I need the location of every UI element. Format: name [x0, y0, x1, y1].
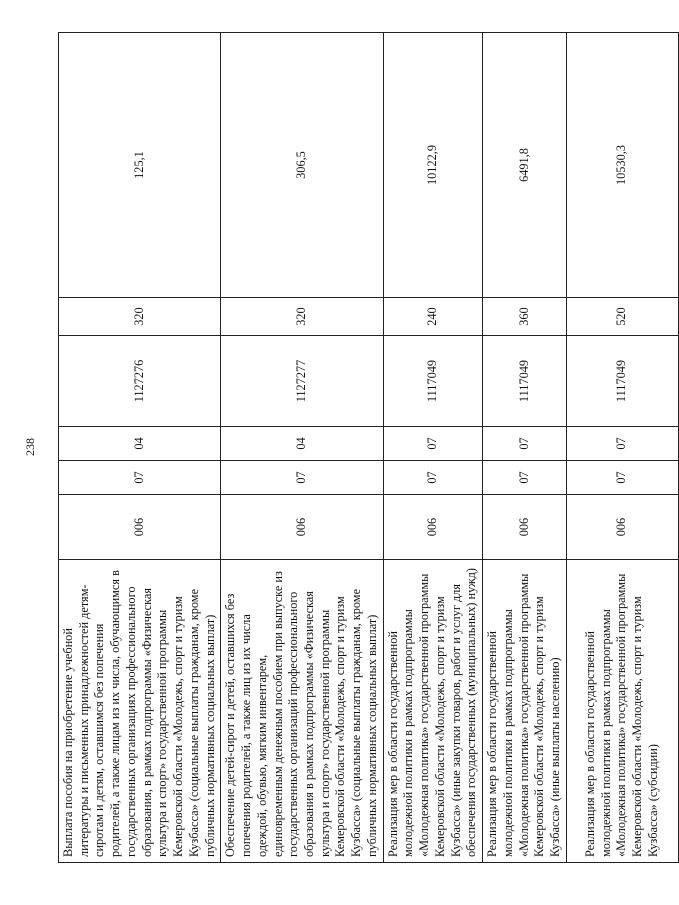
budget-table [58, 32, 679, 863]
subsection-code: 07 [383, 427, 482, 461]
expense-description: Реализация мер в области государственной молодежной политики в рамках подпрограммы «Молодежная политика» государственной программы Кемеровской области «Молодежь, спорт и туризм Кузбасса» (субсидии) [566, 560, 678, 863]
subsection-code: 04 [59, 427, 221, 461]
section-code: 07 [221, 461, 383, 495]
section-code: 07 [383, 461, 482, 495]
subsection-code: 07 [483, 427, 567, 461]
rotated-page-content [58, 33, 660, 863]
target-article-code: 1127276 [59, 336, 221, 427]
ministry-code: 006 [566, 495, 678, 560]
table-row [383, 33, 482, 863]
amount-value: 10530,3 [566, 33, 678, 298]
section-code: 07 [59, 461, 221, 495]
expense-description: Реализация мер в области государственной молодежной политики в рамках подпрограммы «Молодежная политика» государственной программы Кемеровской области «Молодежь, спорт и туризм Кузбасса» (иные закупки товаров, работ и услуг для обеспечения государственных (муниципальных) нужд) [383, 560, 482, 863]
subsection-code: 07 [566, 427, 678, 461]
section-code: 07 [566, 461, 678, 495]
ministry-code: 006 [383, 495, 482, 560]
expense-description: Реализация мер в области государственной молодежной политики в рамках подпрограммы «Молодежная политика» государственной программы Кемеровской области «Молодежь, спорт и туризм Кузбасса» (иные выплаты населению) [483, 560, 567, 863]
expense-type-code: 320 [59, 298, 221, 336]
expense-type-code: 360 [483, 298, 567, 336]
amount-value: 6491,8 [483, 33, 567, 298]
amount-value: 306,5 [221, 33, 383, 298]
subsection-code: 04 [221, 427, 383, 461]
target-article-code: 1127277 [221, 336, 383, 427]
table-row [483, 33, 567, 863]
expense-type-code: 520 [566, 298, 678, 336]
amount-value: 10122,9 [383, 33, 482, 298]
table-row [59, 33, 221, 863]
target-article-code: 1117049 [483, 336, 567, 427]
page-number: 238 [23, 438, 37, 456]
target-article-code: 1117049 [383, 336, 482, 427]
amount-value: 125,1 [59, 33, 221, 298]
expense-type-code: 240 [383, 298, 482, 336]
expense-description: Выплата пособия на приобретение учебной литературы и письменных принадлежностей детям-сиротам и детям, оставшимся без попечения родителей, а также лицам из их числа, обучающимся в государственных организациях профессионального образования, в рамках подпрограммы «Физическая культура и спорт» государственной программы Кемеровской области «Молодежь, спорт и туризм Кузбасса» (социальные выплаты гражданам, кроме публичных нормативных социальных выплат) [59, 560, 221, 863]
ministry-code: 006 [221, 495, 383, 560]
target-article-code: 1117049 [566, 336, 678, 427]
table-row [566, 33, 678, 863]
expense-type-code: 320 [221, 298, 383, 336]
ministry-code: 006 [59, 495, 221, 560]
expense-description: Обеспечение детей-сирот и детей, оставшихся без попечения родителей, а также лиц из их числа одеждой, обувью, мягким инвентарем, единовременным денежным пособием при выпуске из государственных организаций профессионального образования в рамках подпрограммы «Физическая культура и спорт» государственной программы Кемеровской области «Молодежь, спорт и туризм Кузбасса» (социальные выплаты гражданам, кроме публичных нормативных социальных выплат) [221, 560, 383, 863]
ministry-code: 006 [483, 495, 567, 560]
section-code: 07 [483, 461, 567, 495]
table-row [221, 33, 383, 863]
